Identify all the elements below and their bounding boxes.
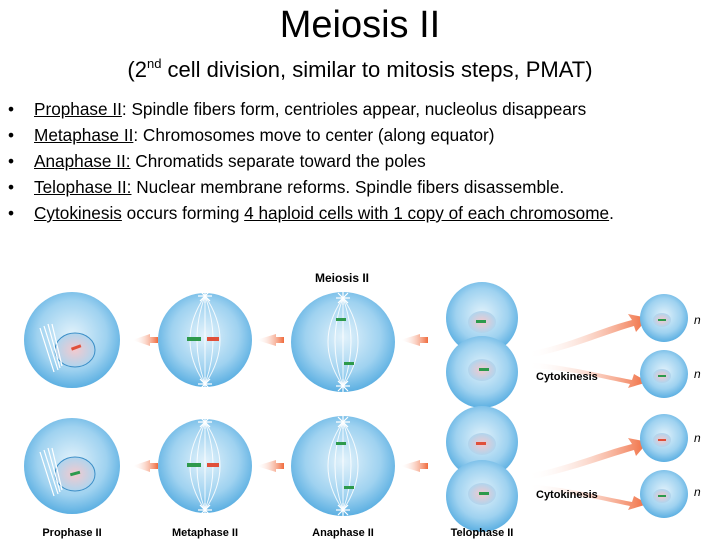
list-item-metaphase bbox=[4, 122, 720, 148]
term-anaphase: Anaphase II: bbox=[34, 151, 131, 171]
stage-arrow bbox=[132, 334, 158, 346]
subtitle-prefix: (2 bbox=[127, 57, 147, 82]
stage-label-prophase: Prophase II bbox=[42, 527, 102, 539]
page-title: Meiosis II bbox=[279, 4, 441, 46]
metaphase-cell-bottom bbox=[158, 415, 252, 517]
diagram-heading: Meiosis II bbox=[314, 271, 370, 285]
daughter-cell bbox=[640, 350, 688, 398]
haploid-label: n bbox=[694, 313, 701, 327]
desc-cytokinesis-mid: occurs forming bbox=[121, 203, 245, 223]
list-item-prophase bbox=[4, 96, 720, 122]
haploid-label: n bbox=[694, 485, 701, 499]
cytokinesis-label-top: Cytokinesis bbox=[536, 371, 598, 383]
daughter-cell bbox=[640, 414, 688, 462]
anaphase-cell-top bbox=[291, 291, 395, 393]
list-item-anaphase bbox=[4, 148, 720, 174]
desc-telophase: Nuclear membrane reforms. Spindle fibers disassemble. bbox=[131, 177, 565, 197]
stage-label-telophase: Telophase II bbox=[450, 527, 514, 539]
stage-label-anaphase: Anaphase II bbox=[312, 527, 374, 539]
metaphase-cell-top bbox=[158, 289, 252, 391]
bullet-marker: • bbox=[7, 125, 15, 145]
phase-list bbox=[4, 96, 720, 226]
stage-arrow bbox=[400, 334, 428, 346]
stage-arrow bbox=[132, 460, 158, 472]
bullet-marker: • bbox=[7, 99, 15, 119]
term-metaphase: Metaphase II bbox=[34, 125, 134, 145]
desc-prophase: : Spindle fibers form, centrioles appear, nucleolus disappears bbox=[121, 99, 587, 119]
term-prophase: Prophase II bbox=[34, 99, 122, 119]
subtitle-text: cell division, similar to mitosis steps, PMAT) bbox=[161, 57, 593, 82]
meiosis-ii-diagram bbox=[0, 262, 720, 540]
term-telophase: Telophase II: bbox=[34, 177, 132, 197]
desc-anaphase: Chromatids separate toward the poles bbox=[130, 151, 426, 171]
telophase-cell-top bbox=[446, 282, 518, 408]
prophase-cell-bottom bbox=[24, 418, 120, 514]
haploid-label: n bbox=[694, 431, 701, 445]
term-haploid-cells: 4 haploid cells with 1 copy of each chromosome bbox=[244, 203, 610, 223]
stage-arrow bbox=[400, 460, 428, 472]
desc-metaphase: : Chromosomes move to center (along equator) bbox=[133, 125, 495, 145]
stage-arrow bbox=[256, 334, 284, 346]
list-item-telophase bbox=[4, 174, 720, 200]
bullet-marker: • bbox=[7, 151, 15, 171]
list-item-cytokinesis bbox=[4, 200, 720, 226]
stage-arrow bbox=[256, 460, 284, 472]
anaphase-cell-bottom bbox=[291, 415, 395, 517]
cytokinesis-label-bottom: Cytokinesis bbox=[536, 489, 598, 501]
cytokinesis-arrow bbox=[528, 314, 648, 358]
stage-label-metaphase: Metaphase II bbox=[171, 527, 239, 539]
term-cytokinesis: Cytokinesis bbox=[34, 203, 122, 223]
haploid-label: n bbox=[694, 367, 701, 381]
page-subtitle bbox=[0, 56, 720, 84]
daughter-cell bbox=[640, 470, 688, 518]
desc-cytokinesis-end: . bbox=[609, 203, 614, 223]
subtitle-superscript: nd bbox=[146, 56, 162, 71]
prophase-cell-top bbox=[24, 292, 120, 388]
cytokinesis-arrow bbox=[528, 438, 648, 480]
bullet-marker: • bbox=[7, 203, 15, 223]
daughter-cell bbox=[640, 294, 688, 342]
telophase-cell-bottom bbox=[446, 406, 518, 532]
bullet-marker: • bbox=[7, 177, 15, 197]
